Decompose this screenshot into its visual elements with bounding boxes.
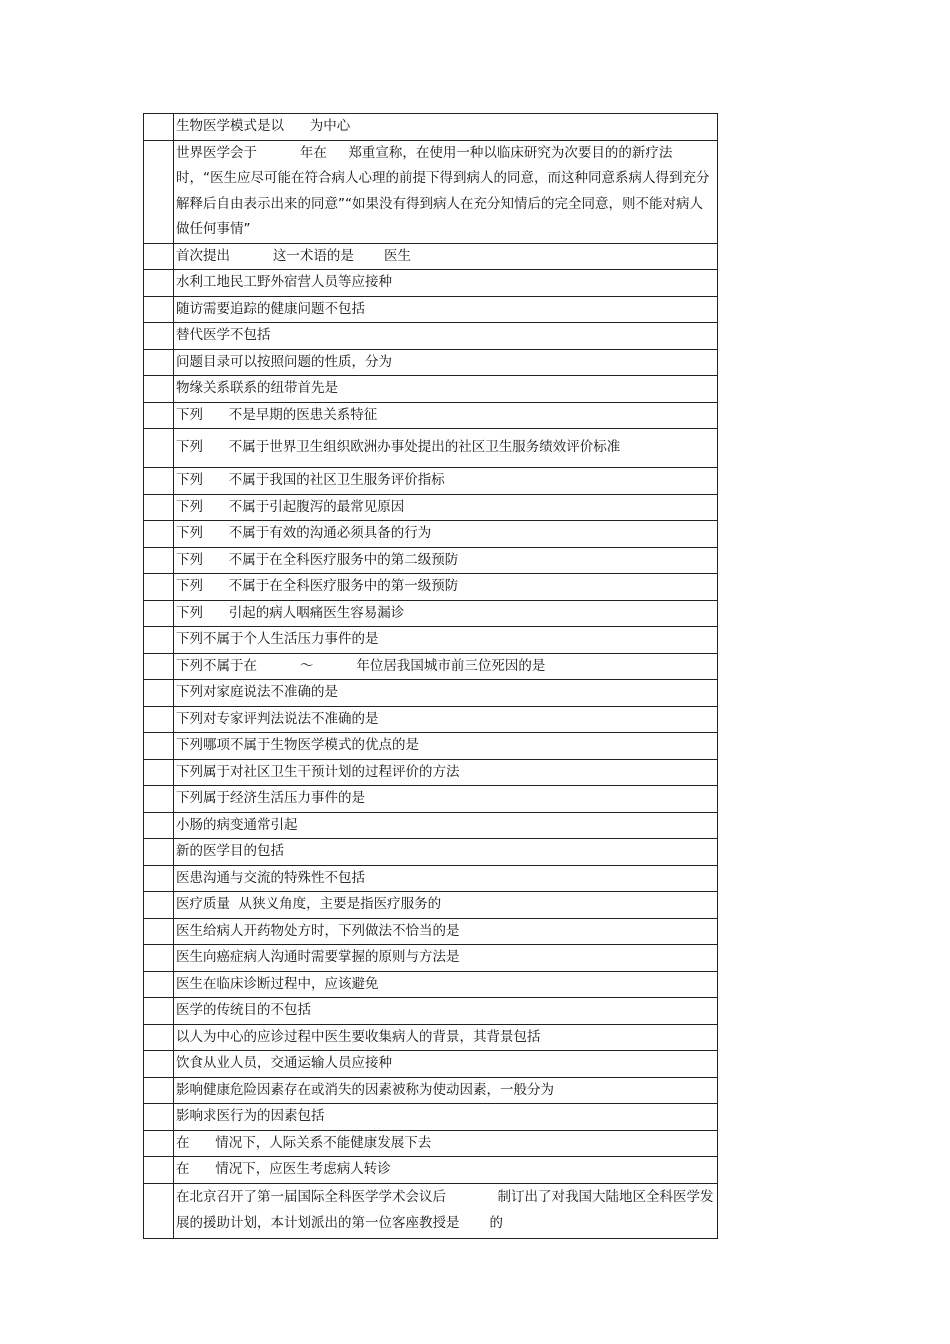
row-index-cell: [144, 627, 174, 654]
question-text: 下列 不属于我国的社区卫生服务评价指标: [174, 468, 718, 495]
table-row: [144, 1024, 718, 1051]
question-text: 下列属于对社区卫生干预计划的过程评价的方法: [174, 759, 718, 786]
table-row: [144, 945, 718, 972]
question-text: 在 情况下，应医生考虑病人转诊: [174, 1157, 718, 1184]
table-row: [144, 349, 718, 376]
table-row: [144, 494, 718, 521]
question-text: 在北京召开了第一届国际全科医学学术会议后 制订出了对我国大陆地区全科医学发展的援助计划，本计划派出的第一位客座教授是 的: [174, 1183, 718, 1238]
question-text: 下列不属于在 ～ 年位居我国城市前三位死因的是: [174, 653, 718, 680]
table-row: [144, 547, 718, 574]
table-row: [144, 429, 718, 468]
table-row: [144, 839, 718, 866]
question-text: 小肠的病变通常引起: [174, 812, 718, 839]
table-row: [144, 812, 718, 839]
table-row: [144, 865, 718, 892]
row-index-cell: [144, 349, 174, 376]
row-index-cell: [144, 547, 174, 574]
row-index-cell: [144, 680, 174, 707]
question-text: 在 情况下，人际关系不能健康发展下去: [174, 1130, 718, 1157]
question-text: 新的医学目的包括: [174, 839, 718, 866]
row-index-cell: [144, 839, 174, 866]
question-text: 医生向癌症病人沟通时需要掌握的原则与方法是: [174, 945, 718, 972]
table-row: [144, 574, 718, 601]
table-row: [144, 296, 718, 323]
row-index-cell: [144, 1183, 174, 1238]
table-row: [144, 114, 718, 141]
row-index-cell: [144, 653, 174, 680]
row-index-cell: [144, 1130, 174, 1157]
table-row: [144, 1051, 718, 1078]
question-text: 医患沟通与交流的特殊性不包括: [174, 865, 718, 892]
row-index-cell: [144, 759, 174, 786]
question-text: 下列对专家评判法说法不准确的是: [174, 706, 718, 733]
row-index-cell: [144, 468, 174, 495]
question-text: 下列 不属于引起腹泻的最常见原因: [174, 494, 718, 521]
question-text: 下列不属于个人生活压力事件的是: [174, 627, 718, 654]
row-index-cell: [144, 323, 174, 350]
row-index-cell: [144, 376, 174, 403]
row-index-cell: [144, 1024, 174, 1051]
table-row: [144, 759, 718, 786]
table-row: [144, 971, 718, 998]
question-text: 影响健康危险因素存在或消失的因素被称为使动因素，一般分为: [174, 1077, 718, 1104]
question-text: 下列 不是早期的医患关系特征: [174, 402, 718, 429]
row-index-cell: [144, 998, 174, 1025]
row-index-cell: [144, 402, 174, 429]
row-index-cell: [144, 1104, 174, 1131]
table-row: [144, 733, 718, 760]
row-index-cell: [144, 296, 174, 323]
table-row: [144, 786, 718, 813]
row-index-cell: [144, 114, 174, 141]
row-index-cell: [144, 945, 174, 972]
question-table: [143, 113, 718, 1239]
question-text: 下列属于经济生活压力事件的是: [174, 786, 718, 813]
row-index-cell: [144, 140, 174, 243]
table-row: [144, 402, 718, 429]
row-index-cell: [144, 1051, 174, 1078]
row-index-cell: [144, 892, 174, 919]
question-text: 下列 不属于世界卫生组织欧洲办事处提出的社区卫生服务绩效评价标准: [174, 429, 718, 468]
question-text: 下列对家庭说法不准确的是: [174, 680, 718, 707]
row-index-cell: [144, 865, 174, 892]
row-index-cell: [144, 494, 174, 521]
question-text: 下列 引起的病人咽痛医生容易漏诊: [174, 600, 718, 627]
table-row: [144, 1157, 718, 1184]
question-text: 水利工地民工野外宿营人员等应接种: [174, 270, 718, 297]
question-text: 医学的传统目的不包括: [174, 998, 718, 1025]
row-index-cell: [144, 574, 174, 601]
question-text: 以人为中心的应诊过程中医生要收集病人的背景，其背景包括: [174, 1024, 718, 1051]
row-index-cell: [144, 733, 174, 760]
question-text: 世界医学会于 年在 郑重宣称，在使用一种以临床研究为次要目的的新疗法时，“医生应尽可能在符合病人心理的前提下得到病人的同意，而这种同意系病人得到充分解释后自由表示出来的同意”“如果没有得到病人在充分知情后的完全同意，则不能对病人做任何事情”: [174, 140, 718, 243]
table-row: [144, 918, 718, 945]
question-text: 物缘关系联系的纽带首先是: [174, 376, 718, 403]
table-row: [144, 243, 718, 270]
table-row: [144, 600, 718, 627]
table-row: [144, 468, 718, 495]
question-text: 下列 不属于在全科医疗服务中的第二级预防: [174, 547, 718, 574]
table-row: [144, 1104, 718, 1131]
row-index-cell: [144, 270, 174, 297]
table-row: [144, 998, 718, 1025]
question-text: 医生给病人开药物处方时，下列做法不恰当的是: [174, 918, 718, 945]
row-index-cell: [144, 706, 174, 733]
table-row: [144, 376, 718, 403]
row-index-cell: [144, 429, 174, 468]
question-text: 医生在临床诊断过程中，应该避免: [174, 971, 718, 998]
row-index-cell: [144, 521, 174, 548]
table-row: [144, 1130, 718, 1157]
question-text: 下列 不属于在全科医疗服务中的第一级预防: [174, 574, 718, 601]
table-row: [144, 140, 718, 243]
row-index-cell: [144, 812, 174, 839]
row-index-cell: [144, 1077, 174, 1104]
table-row: [144, 627, 718, 654]
table-row: [144, 1183, 718, 1238]
table-row: [144, 653, 718, 680]
question-text: 替代医学不包括: [174, 323, 718, 350]
question-text: 医疗质量 从狭义角度，主要是指医疗服务的: [174, 892, 718, 919]
question-text: 问题目录可以按照问题的性质，分为: [174, 349, 718, 376]
row-index-cell: [144, 243, 174, 270]
question-text: 下列哪项不属于生物医学模式的优点的是: [174, 733, 718, 760]
question-text: 首次提出 这一术语的是 医生: [174, 243, 718, 270]
row-index-cell: [144, 918, 174, 945]
question-text: 随访需要追踪的健康问题不包括: [174, 296, 718, 323]
table-row: [144, 521, 718, 548]
question-rows: [144, 114, 718, 1239]
table-row: [144, 680, 718, 707]
table-row: [144, 270, 718, 297]
question-text: 饮食从业人员，交通运输人员应接种: [174, 1051, 718, 1078]
row-index-cell: [144, 600, 174, 627]
table-row: [144, 323, 718, 350]
question-text: 影响求医行为的因素包括: [174, 1104, 718, 1131]
question-text: 生物医学模式是以 为中心: [174, 114, 718, 141]
row-index-cell: [144, 971, 174, 998]
table-row: [144, 892, 718, 919]
table-row: [144, 706, 718, 733]
row-index-cell: [144, 1157, 174, 1184]
table-row: [144, 1077, 718, 1104]
row-index-cell: [144, 786, 174, 813]
question-text: 下列 不属于有效的沟通必须具备的行为: [174, 521, 718, 548]
